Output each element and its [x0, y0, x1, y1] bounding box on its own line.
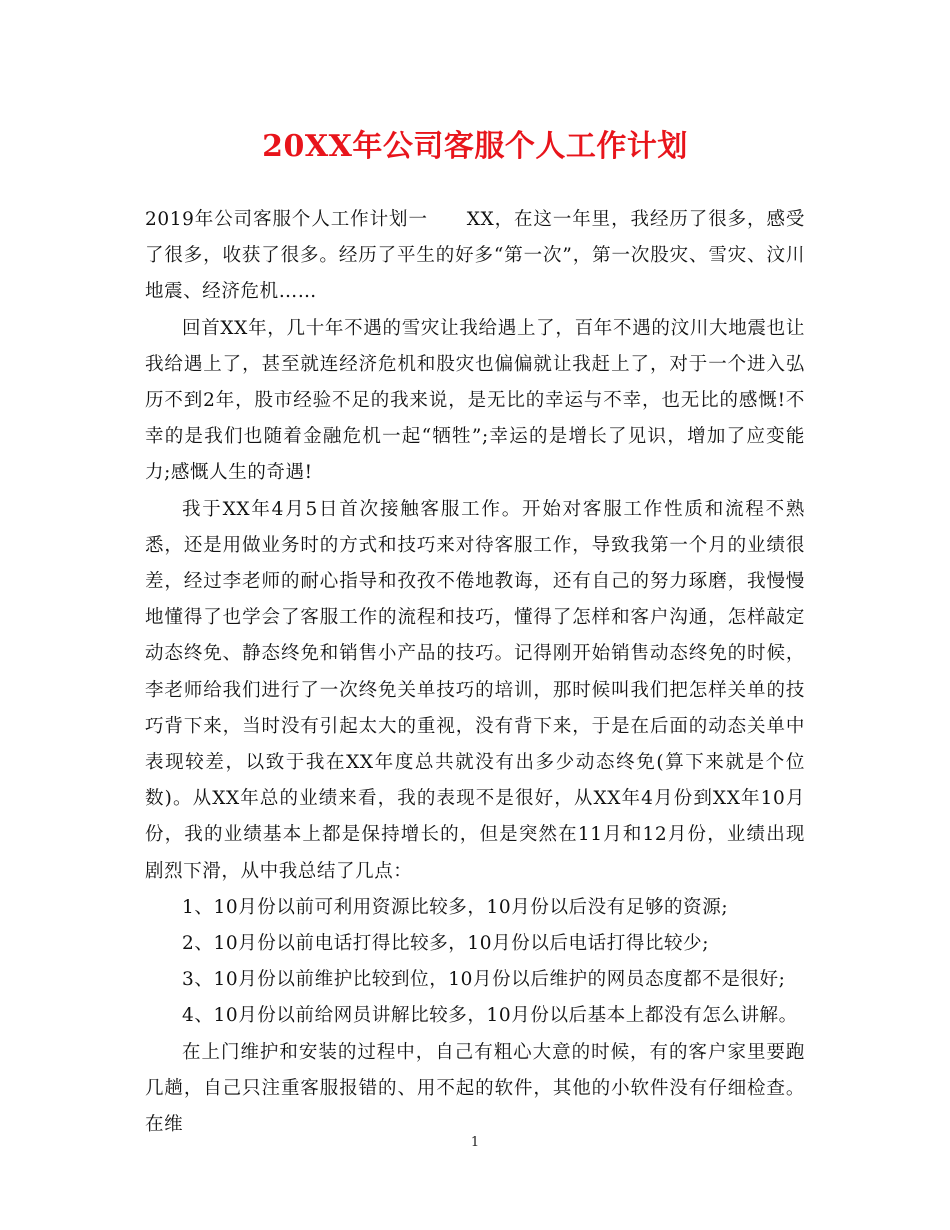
document-title: 20XX年公司客服个人工作计划 — [262, 129, 688, 164]
document-body — [145, 202, 805, 1143]
list-item-point-2: 2、10月份以前电话打得比较多，10月份以后电话打得比较少; — [182, 933, 710, 955]
paragraph-experience: 我于XX年4月5日首次接触客服工作。开始对客服工作性质和流程不熟悉，还是用做业务时的方式和技巧来对待客服工作，导致我第一个月的业绩很差，经过李老师的耐心指导和孜孜不倦地教诲，还有自己的努力琢磨，我慢慢地懂得了也学会了客服工作的流程和技巧，懂得了怎样和客户沟通，怎样敲定动态终免、静态终免和销售小产品的技巧。记得刚开始销售动态终免的时候，李老师给我们进行了一次终免关单技巧的培训，那时候叫我们把怎样关单的技巧背下来，当时没有引起太大的重视，没有背下来，于是在后面的动态关单中表现较差，以致于我在XX年度总共就没有出多少动态终免(算下来就是个位数)。从XX年总的业绩来看，我的表现不是很好，从XX年4月份到XX年10月份，我的业绩基本上都是保持增长的，但是突然在11月和12月份，业绩出现剧烈下滑，从中我总结了几点： — [145, 498, 805, 882]
list-item-point-1: 1、10月份以前可利用资源比较多，10月份以后没有足够的资源; — [182, 896, 729, 918]
paragraph-review: 回首XX年，几十年不遇的雪灾让我给遇上了，百年不遇的汶川大地震也让我给遇上了，甚至就连经济危机和股灾也偏偏就让我赶上了，对于一个进入弘历不到2年，股市经验不足的我来说，是无比的幸运与不幸，也无比的感慨!不幸的是我们也随着金融危机一起“牺牲”;幸运的是增长了见识，增加了应变能力;感慨人生的奇遇! — [145, 317, 805, 484]
list-item-point-3: 3、10月份以前维护比较到位，10月份以后维护的网员态度都不是很好; — [182, 969, 786, 991]
paragraph-maintenance: 在上门维护和安装的过程中，自己有粗心大意的时候，有的客户家里要跑几趟，自己只注重客服报错的、用不起的软件，其他的小软件没有仔细检查。在维 — [145, 1041, 805, 1136]
paragraph-intro: 2019年公司客服个人工作计划一 XX，在这一年里，我经历了很多，感受了很多，收获了很多。经历了平生的好多“第一次”，第一次股灾、雪灾、汶川地震、经济危机…… — [145, 209, 805, 303]
page-number: 1 — [470, 1135, 480, 1150]
list-item-point-4: 4、10月份以前给网员讲解比较多，10月份以后基本上都没有怎么讲解。 — [182, 1005, 798, 1027]
